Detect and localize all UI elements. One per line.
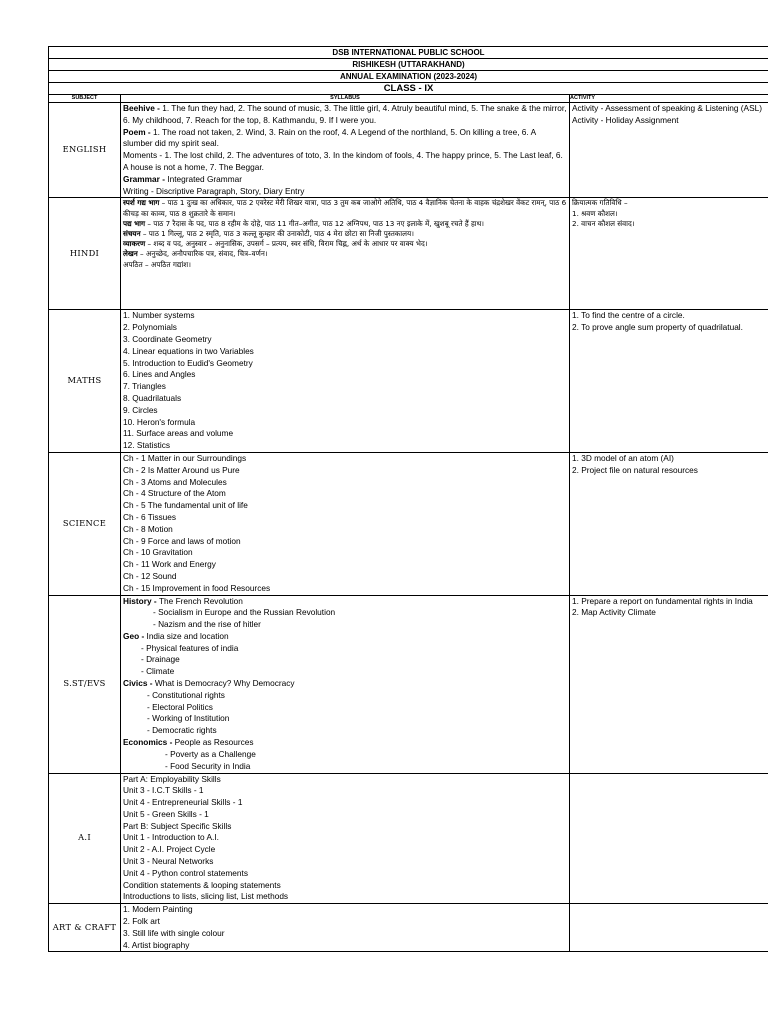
subject-ai: A.I bbox=[49, 773, 121, 904]
sst-activity-1: 1. Prepare a report on fundamental rights in India bbox=[572, 595, 753, 606]
science-activity-1: 1. 3D model of an atom (AI) bbox=[572, 452, 674, 463]
science-activity-2: 2. Project file on natural resources bbox=[572, 464, 698, 475]
list-item: 8. Quadrilatuals bbox=[123, 392, 182, 403]
row-art bbox=[49, 904, 768, 952]
syllabus-sst bbox=[121, 595, 570, 773]
list-item: Ch - 15 Improvement in food Resources bbox=[123, 582, 271, 593]
hindi-activity-2: 2. वाचन कौशल संवाद। bbox=[572, 218, 635, 228]
hindi-line-3-label: संचयन bbox=[123, 228, 141, 238]
list-item: Ch - 8 Motion bbox=[123, 523, 173, 534]
hindi-line-5: – अनुच्छेद, अनौपचारिक पत्र, संवाद, चित्र–वर्णन। bbox=[137, 249, 268, 259]
poem-label: Poem - bbox=[123, 126, 153, 137]
activity-english bbox=[570, 103, 768, 198]
hindi-line-3: – पाठ 1 गिल्लू, पाठ 2 स्मृति, पाठ 3 कल्लू कुम्हार की उनाकोटी, पाठ 4 मेरा छोटा सा निजी पुस्तकालय। bbox=[140, 228, 414, 238]
list-item: People as Resources bbox=[174, 737, 254, 748]
list-item: Unit 1 - Introduction to A.I. bbox=[123, 832, 219, 843]
poem-chapters: 1. The road not taken, 2. Wind, 3. Rain on the roof, 4. A Legend of the northland, 5. On killing a tree, 6. A slumber did my spirit seal. bbox=[123, 126, 536, 149]
row-science bbox=[49, 452, 768, 595]
english-activity-2: Activity - Holiday Assignment bbox=[572, 114, 679, 125]
list-item: - Poverty as a Challenge bbox=[165, 748, 256, 759]
school-location: RISHIKESH (UTTARAKHAND) bbox=[49, 59, 768, 71]
list-item: 4. Linear equations in two Variables bbox=[123, 345, 254, 356]
activity-maths bbox=[570, 310, 768, 453]
maths-activity-2: 2. To prove angle sum property of quadrilatual. bbox=[572, 322, 743, 333]
row-english bbox=[49, 103, 768, 198]
list-item: Ch - 10 Gravitation bbox=[123, 547, 193, 558]
row-hindi bbox=[49, 198, 768, 310]
column-header-subject: SUBJECT bbox=[49, 95, 121, 103]
subject-english: ENGLISH bbox=[49, 103, 121, 198]
hindi-line-6: अपठित – अपठित गद्यांश। bbox=[123, 259, 191, 269]
grammar-label: Grammar - bbox=[123, 173, 168, 184]
list-item: - Nazism and the rise of hitler bbox=[153, 619, 261, 630]
list-item: 1. Number systems bbox=[123, 310, 195, 321]
list-item: India size and location bbox=[146, 630, 229, 641]
list-item: Unit 3 - I.C.T Skills - 1 bbox=[123, 785, 204, 796]
list-item: Unit 3 - Neural Networks bbox=[123, 856, 214, 867]
subject-sst: S.ST/EVS bbox=[49, 595, 121, 773]
list-item: What is Democracy? Why Democracy bbox=[154, 678, 295, 689]
hindi-line-1-label: स्पर्श गद्य भाग bbox=[123, 198, 160, 208]
grammar-text: Integrated Grammar bbox=[167, 173, 242, 184]
column-header-syllabus: SYLLABUS bbox=[121, 95, 570, 103]
civics-label: Civics - bbox=[123, 678, 155, 689]
hindi-line-5-label: लेखन bbox=[123, 249, 138, 259]
maths-activity-1: 1. To find the centre of a circle. bbox=[572, 310, 685, 321]
syllabus-sheet bbox=[48, 46, 768, 952]
subject-art: ART & CRAFT bbox=[49, 904, 121, 952]
list-item: Ch - 5 The fundamental unit of life bbox=[123, 500, 248, 511]
list-item: - Working of Institution bbox=[147, 713, 230, 724]
list-item: Part A: Employability Skills bbox=[123, 773, 221, 784]
syllabus-maths bbox=[121, 310, 570, 453]
exam-title: ANNUAL EXAMINATION (2023-2024) bbox=[49, 71, 768, 83]
geo-label: Geo - bbox=[123, 630, 147, 641]
row-maths bbox=[49, 310, 768, 453]
list-item: - Electoral Politics bbox=[147, 701, 213, 712]
list-item: Condition statements & looping statements bbox=[123, 879, 281, 890]
sst-activity-2: 2. Map Activity Climate bbox=[572, 607, 656, 618]
list-item: Ch - 9 Force and laws of motion bbox=[123, 535, 241, 546]
row-sst bbox=[49, 595, 768, 773]
list-item: 7. Triangles bbox=[123, 381, 166, 392]
beehive-label: Beehive - bbox=[123, 103, 163, 113]
list-item: 6. Lines and Angles bbox=[123, 369, 196, 380]
list-item: 1. Modern Painting bbox=[123, 904, 193, 915]
list-item: Ch - 3 Atoms and Molecules bbox=[123, 476, 227, 487]
list-item: 3. Still life with single colour bbox=[123, 927, 225, 938]
hindi-line-4: – शब्द व पद, अनुस्वार – अनुनासिक, उपसर्ग – प्रत्यय, स्वर संधि, विराम चिह्न, अर्थ के आधार पर वाक्य भेद। bbox=[145, 239, 428, 249]
list-item: Ch - 11 Work and Energy bbox=[123, 559, 216, 570]
syllabus-english bbox=[121, 103, 570, 198]
list-item: 4. Artist biography bbox=[123, 939, 190, 950]
subject-science: SCIENCE bbox=[49, 452, 121, 595]
class-title: CLASS - IX bbox=[49, 83, 768, 95]
english-activity-1: Activity - Assessment of speaking & Listening (ASL) bbox=[572, 103, 762, 113]
moments-chapters: Moments - 1. The lost child, 2. The adventures of toto, 3. In the kindom of fools, 4. The happy prince, 5. The Last leaf, 6. A house is not a home, 7. The Beggar. bbox=[123, 150, 563, 172]
history-label: History - bbox=[123, 595, 159, 606]
list-item: - Physical features of india bbox=[141, 642, 239, 653]
school-name: DSB INTERNATIONAL PUBLIC SCHOOL bbox=[49, 47, 768, 59]
list-item: 11. Surface areas and volume bbox=[123, 428, 234, 439]
subject-hindi: HINDI bbox=[49, 198, 121, 310]
list-item: - Constitutional rights bbox=[147, 689, 225, 700]
list-item: Ch - 4 Structure of the Atom bbox=[123, 488, 226, 499]
activity-science bbox=[570, 452, 768, 595]
hindi-activity-title: क्रियात्मक गतिविधि – bbox=[572, 198, 628, 208]
list-item: Ch - 12 Sound bbox=[123, 570, 177, 581]
list-item: - Drainage bbox=[141, 654, 180, 665]
list-item: Unit 5 - Green Skills - 1 bbox=[123, 808, 209, 819]
list-item: Part B: Subject Specific Skills bbox=[123, 820, 232, 831]
syllabus-ai bbox=[121, 773, 570, 904]
activity-art bbox=[570, 904, 768, 952]
list-item: 2. Polynomials bbox=[123, 322, 177, 333]
list-item: Unit 4 - Entrepreneurial Skills - 1 bbox=[123, 797, 243, 808]
writing-text: Writing - Discriptive Paragraph, Story, Diary Entry bbox=[123, 185, 305, 196]
subject-maths: MATHS bbox=[49, 310, 121, 453]
syllabus-science bbox=[121, 452, 570, 595]
list-item: 5. Introduction to Eudid's Geometry bbox=[123, 357, 253, 368]
list-item: 12. Statistics bbox=[123, 440, 171, 451]
beehive-chapters: 1. The fun they had, 2. The sound of music, 3. The little girl, 4. Atruly beautiful mind, 5. The snake & the mirror, 6. My childhood, 7. Reach for the top, 8. Kathmandu, 9. If I were you. bbox=[123, 103, 567, 125]
syllabus-table bbox=[48, 46, 768, 952]
list-item: 10. Heron's formula bbox=[123, 416, 196, 427]
hindi-line-2: – पाठ 7 रैदास के पद, पाठ 8 रहीम के दोहे, पाठ 11 गीत–अगीत, पाठ 12 अग्निपथ, पाठ 13 नए इलाके में, खुशबू रचते हैं हाथ। bbox=[145, 218, 484, 228]
list-item: Ch - 6 Tissues bbox=[123, 511, 177, 522]
list-item: Introductions to lists, slicing list, List methods bbox=[123, 891, 289, 902]
list-item: - Democratic rights bbox=[147, 725, 217, 736]
list-item: Unit 4 - Python control statements bbox=[123, 867, 248, 878]
list-item: Ch - 2 Is Matter Around us Pure bbox=[123, 464, 240, 475]
list-item: The French Revolution bbox=[158, 595, 243, 606]
hindi-line-2-label: पद्य भाग bbox=[123, 218, 146, 228]
syllabus-art bbox=[121, 904, 570, 952]
activity-ai bbox=[570, 773, 768, 904]
syllabus-hindi bbox=[121, 198, 570, 310]
column-header-activity: ACTIVITY bbox=[570, 95, 768, 103]
hindi-line-4-label: व्याकरण bbox=[123, 239, 146, 249]
row-ai bbox=[49, 773, 768, 904]
hindi-line-1: – पाठ 1 दुःख का अधिकार, पाठ 2 एवरेस्ट मेरी शिखर यात्रा, पाठ 3 तुम कब जाओगे अतिथि, पाठ 4 वैज्ञानिक चेतना के वाहक चंद्रशेखर वेंकट रामन्, पाठ 6 कीचड़ का काव्य, पाठ 8 शुक्रतारे के समान। bbox=[123, 198, 567, 218]
list-item: 3. Coordinate Geometry bbox=[123, 333, 212, 344]
activity-sst bbox=[570, 595, 768, 773]
list-item: - Socialism in Europe and the Russian Revolution bbox=[153, 607, 336, 618]
hindi-activity-1: 1. श्रवण कौशल। bbox=[572, 208, 618, 218]
list-item: - Climate bbox=[141, 666, 175, 677]
list-item: - Food Security in India bbox=[165, 760, 251, 771]
economics-label: Economics - bbox=[123, 737, 175, 748]
list-item: Unit 2 - A.I. Project Cycle bbox=[123, 844, 216, 855]
activity-hindi bbox=[570, 198, 768, 310]
list-item: Ch - 1 Matter in our Surroundings bbox=[123, 452, 247, 463]
list-item: 9. Circles bbox=[123, 404, 158, 415]
list-item: 2. Folk art bbox=[123, 916, 160, 927]
